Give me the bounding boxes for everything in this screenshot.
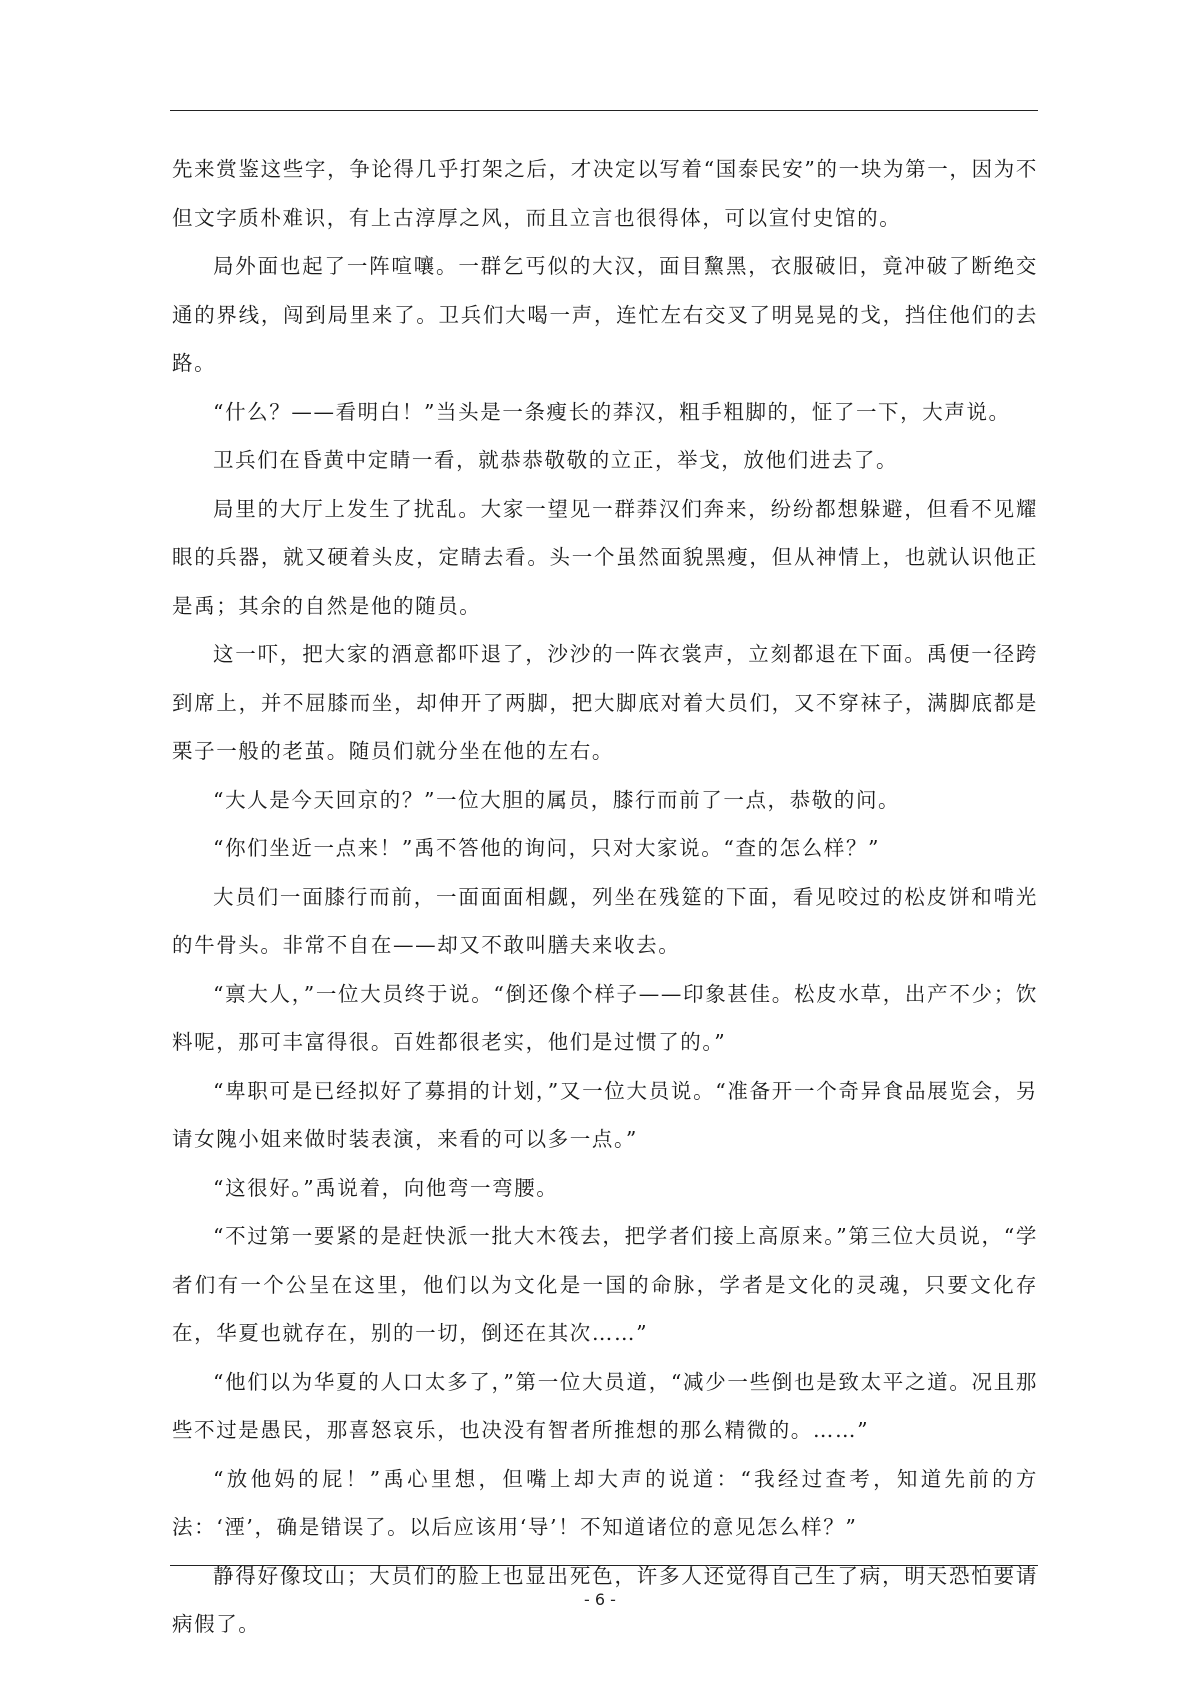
- paragraph: “大人是今天回京的？”一位大胆的属员，膝行而前了一点，恭敬的问。: [213, 787, 901, 812]
- paragraph: 局里的大厅上发生了扰乱。大家一望见一群莽汉们奔来，纷纷都想躲避，但看不见耀眼的兵器，就又硬着头皮，定睛去看。头一个虽然面貌黑瘦，但从神情上，也就认识他正是禹；其余的自然是他的随员。: [172, 496, 1038, 618]
- body-text: [172, 145, 1038, 1649]
- paragraph: “他们以为华夏的人口太多了，”第一位大员道，“减少一些倒也是致太平之道。况且那些不过是愚民，那喜怒哀乐，也决没有智者所推想的那么精微的。……”: [172, 1369, 1038, 1442]
- paragraph: “卑职可是已经拟好了募捐的计划，”又一位大员说。“准备开一个奇异食品展览会，另请女隗小姐来做时装表演，来看的可以多一点。”: [172, 1078, 1038, 1151]
- paragraph: “禀大人，”一位大员终于说。“倒还像个样子——印象甚佳。松皮水草，出产不少；饮料呢，那可丰富得很。百姓都很老实，他们是过惯了的。”: [172, 981, 1038, 1054]
- paragraph: 这一吓，把大家的酒意都吓退了，沙沙的一阵衣裳声，立刻都退在下面。禹便一径跨到席上，并不屈膝而坐，却伸开了两脚，把大脚底对着大员们，又不穿袜子，满脚底都是栗子一般的老茧。随员们就分坐在他的左右。: [172, 642, 1038, 763]
- page-number: - 6 -: [584, 1590, 616, 1609]
- paragraph: “不过第一要紧的是赶快派一批大木筏去，把学者们接上高原来。”第三位大员说，“学者们有一个公呈在这里，他们以为文化是一国的命脉，学者是文化的灵魂，只要文化存在，华夏也就存在，别的一切，倒还在其次……”: [172, 1224, 1038, 1345]
- paragraph: 卫兵们在昏黄中定睛一看，就恭恭敬敬的立正，举戈，放他们进去了。: [213, 448, 899, 472]
- paragraph: “这很好。”禹说着，向他弯一弯腰。: [213, 1175, 559, 1200]
- paragraph: 大员们一面膝行而前，一面面面相觑，列坐在残筵的下面，看见咬过的松皮饼和啃光的牛骨头。非常不自在——却又不敢叫膳夫来收去。: [172, 884, 1038, 957]
- paragraph: “放他妈的屁！”禹心里想，但嘴上却大声的说道：“我经过查考，知道先前的方法：‘湮’，确是错误了。以后应该用‘导’！不知道诸位的意见怎么样？”: [172, 1466, 1038, 1539]
- header-rule: [170, 110, 1038, 111]
- paragraph: “你们坐近一点来！”禹不答他的询问，只对大家说。“查的怎么样？”: [213, 836, 881, 860]
- paragraph: “什么？——看明白！”当头是一条瘦长的莽汉，粗手粗脚的，怔了一下，大声说。: [213, 399, 1011, 424]
- paragraph: 先来赏鉴这些字，争论得几乎打架之后，才决定以写着“国泰民安”的一块为第一，因为不但文字质朴难识，有上古淳厚之风，而且立言也很得体，可以宣付史馆的。: [172, 157, 1038, 230]
- paragraph: 局外面也起了一阵喧嚷。一群乞丐似的大汉，面目黧黑，衣服破旧，竟冲破了断绝交通的界线，闯到局里来了。卫兵们大喝一声，连忙左右交叉了明晃晃的戈，挡住他们的去路。: [172, 254, 1038, 375]
- footer-rule: [170, 1565, 1038, 1566]
- paragraph: 静得好像坟山；大员们的脸上也显出死色，许多人还觉得自己生了病，明天恐怕要请病假了。: [172, 1563, 1038, 1636]
